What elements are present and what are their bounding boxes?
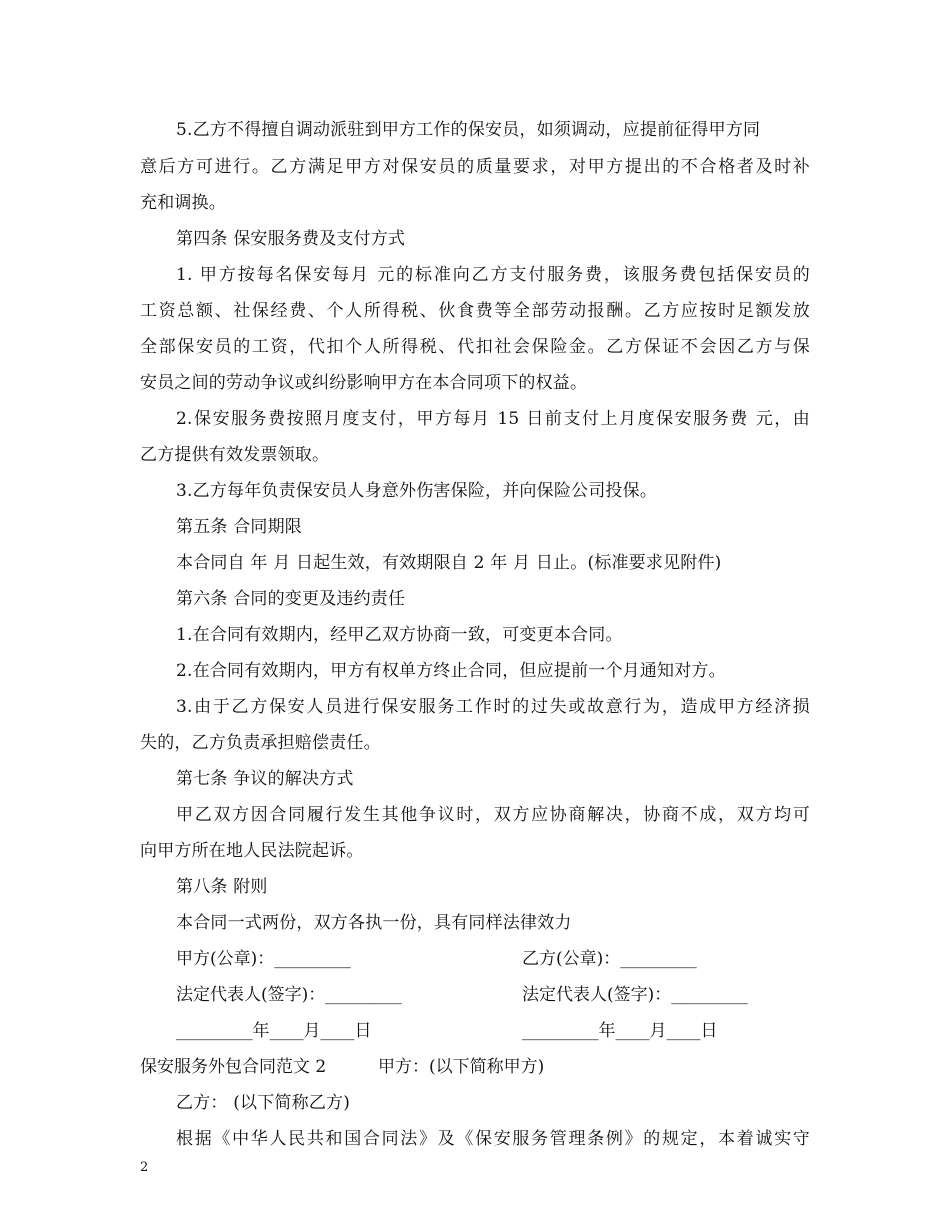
paragraph-line: 1. 甲方按每名保安每月 元的标准向乙方支付服务费，该服务费包括保安员的 (176, 265, 810, 285)
page-number: 2 (140, 1160, 149, 1175)
paragraph-line: 5.乙方不得擅自调动派驻到甲方工作的保安员，如须调动，应提前征得甲方同 (176, 120, 761, 140)
paragraph-line: 1.在合同有效期内，经甲乙双方协商一致，可变更本合同。 (176, 625, 623, 645)
paragraph-line: 3.乙方每年负责保安员人身意外伤害保险，并向保险公司投保。 (176, 481, 658, 501)
paragraph-line: 3.由于乙方保安人员进行保安服务工作时的过失或故意行为，造成甲方经济损 (176, 697, 810, 717)
paragraph-line: 甲乙双方因合同履行发生其他争议时，双方应协商解决，协商不成，双方均可 (176, 805, 810, 825)
party-b-reference: 乙方： (以下简称乙方) (176, 1093, 351, 1113)
sample-title: 保安服务外包合同范文 2 (140, 1057, 327, 1077)
paragraph-line: 向甲方所在地人民法院起诉。 (140, 841, 364, 861)
paragraph-line: 失的，乙方负责承担赔偿责任。 (140, 733, 381, 753)
paragraph-line: 全部保安员的工资，代扣个人所得税、代扣社会保险金。乙方保证不会因乙方与保 (140, 337, 810, 357)
party-a-representative: 法定代表人(签字)：_________ (176, 985, 402, 1005)
paragraph-line: 安员之间的劳动争议或纠纷影响甲方在本合同项下的权益。 (140, 373, 588, 393)
party-b-seal: 乙方(公章)：_________ (522, 949, 697, 969)
paragraph-line: 工资总额、社保经费、个人所得税、伙食费等全部劳动报酬。乙方应按时足额发放 (140, 301, 810, 321)
paragraph-line: 充和调换。 (140, 193, 226, 213)
paragraph-line: 意后方可进行。乙方满足甲方对保安员的质量要求，对甲方提出的不合格者及时补 (140, 157, 810, 177)
section-heading: 第八条 附则 (176, 877, 268, 897)
paragraph-line: 乙方提供有效发票领取。 (140, 445, 330, 465)
party-a-seal: 甲方(公章)：_________ (176, 949, 351, 969)
party-b-representative: 法定代表人(签字)：_________ (522, 985, 748, 1005)
preamble-line: 根据《中华人民共和国合同法》及《保安服务管理条例》的规定，本着诚实守 (176, 1129, 810, 1149)
paragraph-line: 2.在合同有效期内，甲方有权单方终止合同，但应提前一个月通知对方。 (176, 661, 726, 681)
party-a-reference: 甲方：(以下简称甲方) (378, 1057, 545, 1077)
section-heading: 第五条 合同期限 (176, 517, 303, 537)
paragraph-line: 2.保安服务费按照月度支付，甲方每月 15 日前支付上月度保安服务费 元，由 (176, 409, 810, 429)
party-a-date: _________年____月____日 (176, 1021, 372, 1041)
paragraph-line: 本合同自 年 月 日起生效，有效期限自 2 年 月 日止。(标准要求见附件) (176, 553, 722, 573)
section-heading: 第六条 合同的变更及违约责任 (176, 589, 406, 609)
paragraph-line: 本合同一式两份，双方各执一份，具有同样法律效力 (176, 913, 572, 933)
section-heading: 第四条 保安服务费及支付方式 (176, 229, 406, 249)
section-heading: 第七条 争议的解决方式 (176, 769, 354, 789)
party-b-date: _________年____月____日 (522, 1021, 718, 1041)
